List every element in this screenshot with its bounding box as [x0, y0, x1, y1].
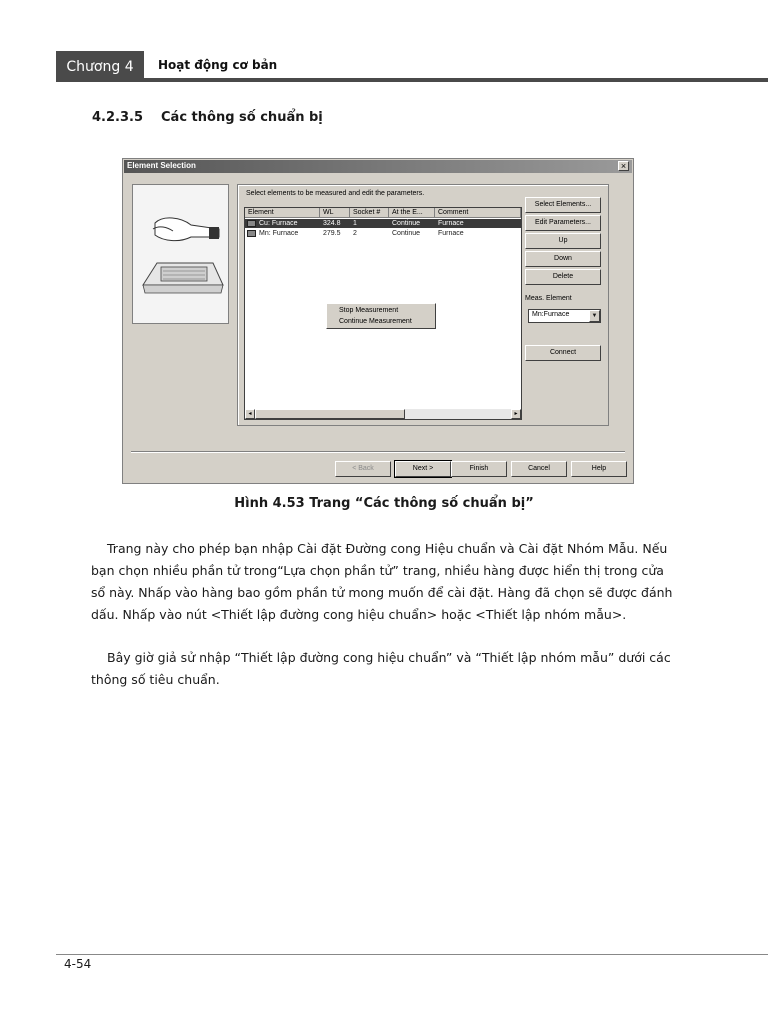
paragraph-1-line: Trang này cho phép bạn nhập Cài đặt Đường cong Hiệu chuẩn và Cài đặt Nhóm Mẫu. Nếu: [107, 541, 668, 556]
cell-socket: 2: [353, 230, 357, 237]
section-title: Các thông số chuẩn bị: [161, 110, 323, 125]
cancel-button[interactable]: Cancel: [511, 461, 567, 477]
close-icon[interactable]: ×: [618, 161, 629, 171]
cell-wl: 279.5: [323, 230, 341, 237]
column-wl[interactable]: WL: [320, 208, 350, 218]
element-icon: [247, 220, 256, 227]
section-number: 4.2.3.5: [92, 110, 143, 125]
instrument-illustration: [132, 184, 229, 324]
table-row[interactable]: [245, 219, 521, 228]
paragraph-1-line: sổ này. Nhấp vào hàng bao gồm phần tử mong muốn để cài đặt. Hàng đã chọn sẽ được đánh: [91, 585, 673, 600]
select-elements-button[interactable]: Select Elements...: [525, 197, 601, 213]
help-button[interactable]: Help: [571, 461, 627, 477]
edit-parameters-button[interactable]: Edit Parameters...: [525, 215, 601, 231]
meas-element-value: Mn:Furnace: [532, 311, 570, 318]
menu-item-continue-measurement[interactable]: Continue Measurement: [339, 318, 412, 325]
table-row[interactable]: [245, 229, 521, 238]
page-number: 4-54: [64, 957, 92, 971]
chevron-down-icon[interactable]: ▼: [589, 310, 600, 322]
paragraph-2-line: thông số tiêu chuẩn.: [91, 672, 220, 687]
paragraph-2: [91, 647, 681, 691]
dialog-title: Element Selection: [127, 161, 196, 170]
cell-at-end: Continue: [392, 230, 421, 237]
instrument-drawing: [133, 185, 228, 323]
meas-element-label: Meas. Element: [525, 295, 572, 302]
up-button[interactable]: Up: [525, 233, 601, 249]
cell-at-end: Continue: [392, 220, 421, 227]
paragraph-1-line: bạn chọn nhiều phần tử trong“Lựa chọn phần tử” trang, nhiều hàng được hiển thị trong cửa: [91, 563, 664, 578]
horizontal-scrollbar[interactable]: [245, 409, 521, 419]
column-element[interactable]: Element: [245, 208, 320, 218]
finish-button[interactable]: Finish: [451, 461, 507, 477]
cell-element: Mn: Furnace: [259, 230, 299, 237]
element-icon: [247, 230, 256, 237]
scroll-left-icon[interactable]: ◂: [245, 409, 255, 419]
cell-socket: 1: [353, 220, 357, 227]
header-rule: [144, 78, 768, 82]
paragraph-1-line: dấu. Nhấp vào nút <Thiết lập đường cong hiệu chuẩn> hoặc <Thiết lập nhóm mẫu>.: [91, 607, 627, 622]
column-socket[interactable]: Socket #: [350, 208, 389, 218]
footer-rule: [56, 954, 768, 955]
context-menu: [326, 303, 436, 329]
element-selection-dialog: [122, 158, 634, 484]
cell-element: Cu: Furnace: [259, 220, 298, 227]
chapter-tab: Chương 4: [56, 51, 144, 82]
dialog-separator: [131, 451, 625, 453]
column-comment[interactable]: Comment: [435, 208, 521, 218]
delete-button[interactable]: Delete: [525, 269, 601, 285]
cell-comment: Furnace: [438, 220, 464, 227]
cell-wl: 324.8: [323, 220, 341, 227]
cell-comment: Furnace: [438, 230, 464, 237]
down-button[interactable]: Down: [525, 251, 601, 267]
back-button[interactable]: < Back: [335, 461, 391, 477]
next-button[interactable]: Next >: [395, 461, 451, 477]
element-list[interactable]: [244, 207, 522, 420]
scroll-thumb[interactable]: [255, 409, 405, 419]
list-header: [245, 208, 521, 218]
chapter-title: Hoạt động cơ bản: [158, 58, 278, 72]
dialog-titlebar: [124, 160, 632, 173]
meas-element-select[interactable]: [528, 309, 601, 323]
connect-button[interactable]: Connect: [525, 345, 601, 361]
menu-item-stop-measurement[interactable]: Stop Measurement: [339, 307, 399, 314]
paragraph-2-line: Bây giờ giả sử nhập “Thiết lập đường cong hiệu chuẩn” và “Thiết lập nhóm mẫu” dưới các: [107, 650, 671, 665]
figure-caption: Hình 4.53 Trang “Các thông số chuẩn bị”: [234, 496, 534, 511]
scroll-right-icon[interactable]: ▸: [511, 409, 521, 419]
instruction-label: Select elements to be measured and edit the parameters.: [246, 190, 425, 197]
column-at-end[interactable]: At the E...: [389, 208, 435, 218]
paragraph-1: [91, 538, 681, 626]
